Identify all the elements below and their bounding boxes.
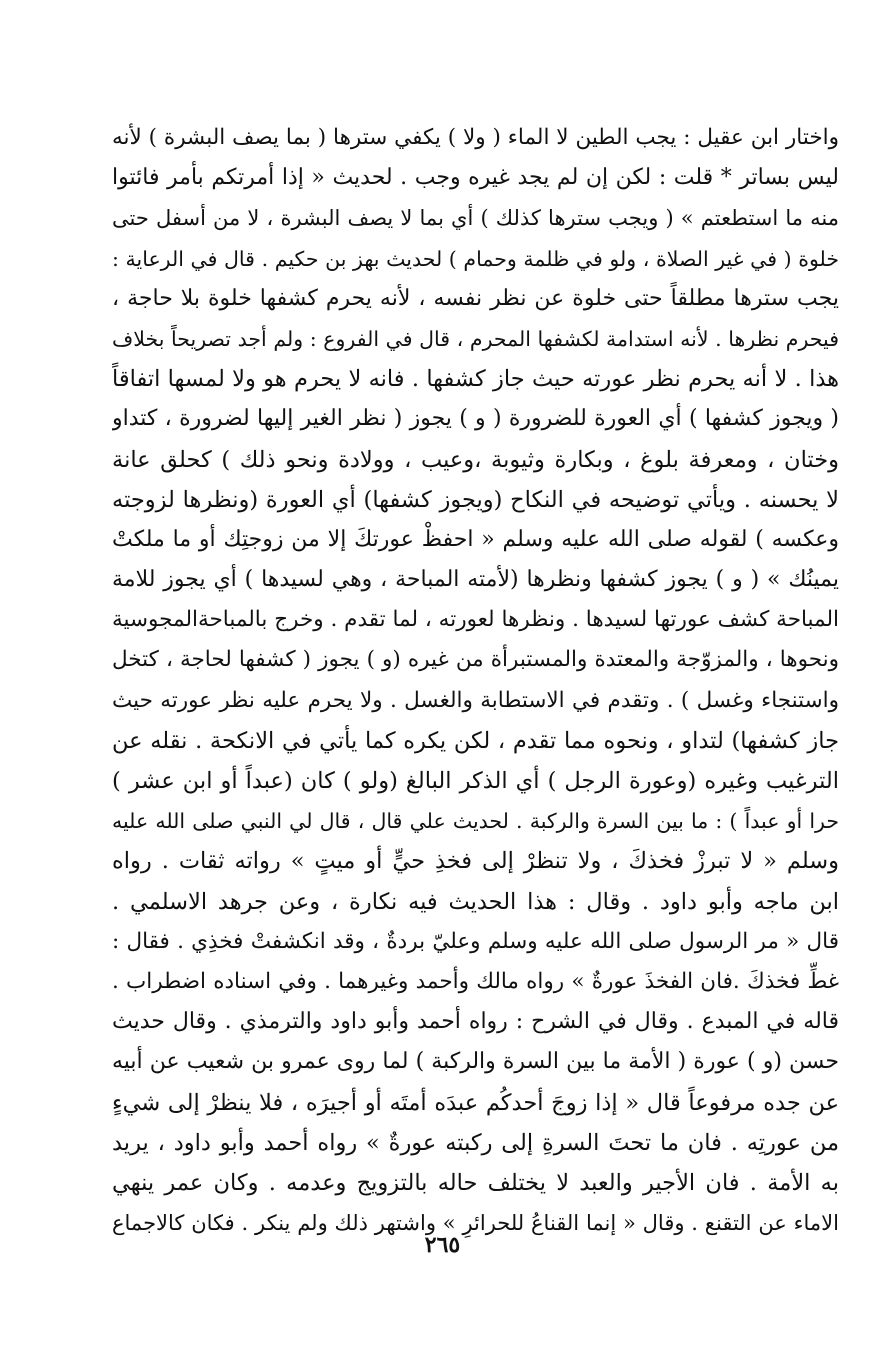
text-line: حرا أو عبداً ) : ما بين السرة والركبة . لحديث علي قال ، قال لي النبي صلى الله عليه	[112, 809, 839, 834]
body-text	[112, 118, 839, 1243]
text-line: غطِّ فخذكَ .فان الفخذَ عورةٌ » رواه مالك وأحمد وغيرهما . وفي اسناده اضطراب .	[112, 968, 839, 994]
text-line: وختان ، ومعرفة بلوغ ، وبكارة وثيوبة ،وعيب ، وولادة ونحو ذلك ) كحلق عانة	[112, 446, 839, 473]
text-line: واختار ابن عقيل : يجب الطين لا الماء ( ولا ) يكفي سترها ( بما يصف البشرة ) لأنه	[112, 125, 839, 150]
text-line: يجب سترها مطلقاً حتى خلوة عن نظر نفسه ، لأنه يحرم كشفها خلوة بلا حاجة ،	[112, 285, 839, 311]
text-line: واستنجاء وغسل ) . وتقدم في الاستطابة والغسل . ولا يحرم عليه نظر عورته حيث	[112, 687, 839, 713]
text-line: فيحرم نظرها . لأنه استدامة لكشفها المحرم ، قال في الفروع : ولم أجد تصريحاً بخلاف	[112, 326, 839, 351]
text-line: ليس بساتر * قلت : لكن إن لم يجد غيره وجب . لحديث « إذا أمرتكم بأمر فائتوا	[112, 165, 839, 191]
text-line: ابن ماجه وأبو داود . وقال : هذا الحديث فيه نكارة ، وعن جرهد الاسلمي .	[112, 888, 839, 915]
text-line: من عورتِه . فان ما تحتَ السرةِ إلى ركبته عورةٌ » رواه أحمد وأبو داود ، يريد	[112, 1129, 839, 1156]
text-line: وعكسه ) لقوله صلى الله عليه وسلم « احفظْ عورتكَ إلا من زوجتِك أو ما ملكتْ	[112, 526, 839, 552]
text-line: خلوة ( في غير الصلاة ، ولو في ظلمة وحمام ) لحديث بهز بن حكيم . قال في الرعاية :	[112, 246, 839, 271]
text-line: الاماء عن التقنع . وقال « إنما القناعُ للحرائرِ » واشتهر ذلك ولم ينكر . فكان كالاجماع	[112, 1211, 839, 1236]
text-line: عن جده مرفوعاً قال « إذا زوجَ أحدكُم عبدَه أمتَه أو أجيرَه ، فلا ينظرْ إلى شيءٍ	[112, 1089, 839, 1116]
text-line: ونحوها ، والمزوّجة والمعتدة والمستبرأة من غيره (و ) يجوز ( كشفها لحاجة ، كتخل	[112, 647, 839, 673]
text-line: هذا . لا أنه يحرم نظر عورته حيث جاز كشفها . فانه لا يحرم هو ولا لمسها اتفاقاً	[112, 366, 839, 393]
text-line: قال « مر الرسول صلى الله عليه وسلم وعليّ بردةٌ ، وقد انكشفتْ فخذِي . فقال :	[112, 928, 839, 954]
text-line: المباحة كشف عورتها لسيدها . ونظرها لعورته ، لما تقدم . وخرج بالمباحةالمجوسية	[112, 607, 839, 633]
text-line: ( ويجوز كشفها ) أي العورة للضرورة ( و ) يجوز ( نظر الغير إليها لضرورة ، كتداو	[112, 406, 839, 432]
text-line: يمينُك » ( و ) يجوز كشفها ونظرها (لأمته المباحة ، وهي لسيدها ) أي يجوز للامة	[112, 567, 839, 593]
text-line: الترغيب وغيره (وعورة الرجل ) أي الذكر البالغ (ولو ) كان (عبداً أو ابن عشر )	[112, 768, 839, 794]
text-line: به الأمة . فان الأجير والعبد لا يختلف حاله بالتزويج وعدمه . وكان عمر ينهي	[112, 1169, 839, 1196]
text-line: منه ما استطعتم » ( ويجب سترها كذلك ) أي بما لا يصف البشرة ، لا من أسفل حتى	[112, 206, 839, 231]
text-line: وسلم « لا تبرزْ فخذكَ ، ولا تنظرْ إلى فخذِ حيٍّ أو ميتٍ » رواته ثقات . رواه	[112, 848, 839, 875]
text-line: قاله في المبدع . وقال في الشرح : رواه أحمد وأبو داود والترمذي . وقال حديث	[112, 1009, 839, 1035]
text-line: لا يحسنه . ويأتي توضيحه في النكاح (ويجوز كشفها) أي العورة (ونظرها لزوجته	[112, 486, 839, 513]
text-line: جاز كشفها) لتداو ، ونحوه مما تقدم ، لكن يكره كما يأتي في الانكحة . نقله عن	[112, 727, 839, 754]
page-number: ٢٦٥	[424, 1232, 461, 1258]
text-line: حسن (و ) عورة ( الأمة ما بين السرة والركبة ) لما روى عمرو بن شعيب عن أبيه	[112, 1049, 839, 1075]
